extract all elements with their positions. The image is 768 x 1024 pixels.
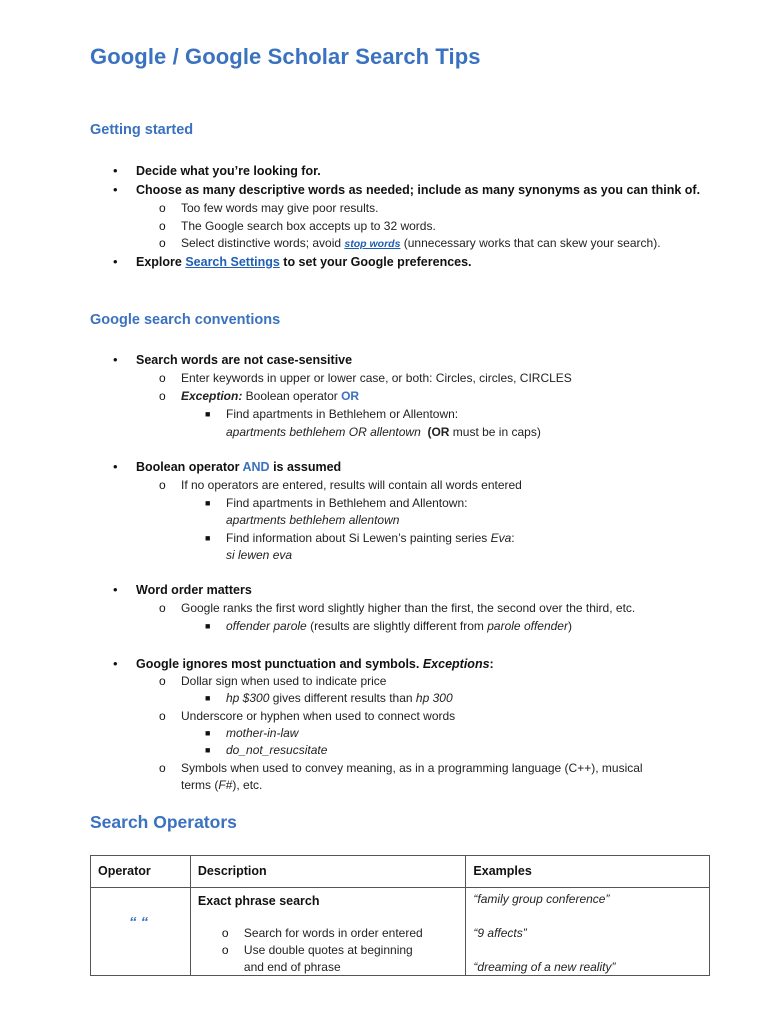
table-row (91, 888, 710, 976)
bullet-icon: • (113, 163, 118, 178)
circle-bullet-icon: o (159, 478, 166, 492)
query-example: mother-in-law (226, 726, 299, 740)
list-item (226, 424, 541, 440)
column-header: Description (190, 856, 466, 888)
list-item: The Google search box accepts up to 32 words. (181, 219, 436, 233)
square-bullet-icon: ■ (205, 533, 211, 543)
list-item: Enter keywords in upper or lower case, or both: Circles, circles, CIRCLES (181, 371, 572, 385)
table-header-row (91, 856, 710, 888)
text: terms ( (181, 778, 219, 792)
search-operators-heading: Search Operators (90, 812, 237, 832)
column-header: Examples (466, 856, 710, 888)
list-item (226, 618, 572, 634)
list-item: Too few words may give poor results. (181, 201, 379, 215)
or-operator: OR (341, 389, 360, 403)
circle-bullet-icon: o (159, 236, 166, 250)
list-item (136, 459, 341, 475)
circle-bullet-icon: o (159, 219, 166, 233)
square-bullet-icon: ■ (205, 621, 211, 631)
bullet-icon: • (113, 656, 118, 671)
list-item: Dollar sign when used to indicate price (181, 674, 387, 688)
list-item (226, 690, 453, 706)
square-bullet-icon: ■ (205, 409, 211, 419)
text: Explore (136, 255, 186, 269)
operator-symbol: “ “ (129, 914, 149, 931)
list-item (181, 777, 262, 793)
circle-bullet-icon: o (159, 601, 166, 615)
description-bullet: and end of phrase (243, 960, 341, 974)
query-example: hp 300 (415, 691, 453, 705)
list-item: Symbols when used to convey meaning, as in a programming language (C++), musical (181, 761, 643, 775)
circle-bullet-icon: o (221, 943, 229, 957)
exception-label: Exception: (181, 389, 243, 403)
text: Boolean operator (136, 460, 243, 474)
text: gives different results than (269, 691, 416, 705)
text: (unnecessary works that can skew your search). (400, 236, 661, 250)
bullet-icon: • (113, 459, 118, 474)
query-example: offender parole (226, 619, 307, 633)
text: ), etc. (232, 778, 263, 792)
text: is assumed (269, 460, 342, 474)
list-item: Search words are not case-sensitive (136, 353, 353, 367)
list-item: Underscore or hyphen when used to connect words (181, 709, 456, 723)
list-item (226, 530, 515, 546)
text: Find information about Si Lewen’s painting series (226, 531, 491, 545)
query-example: apartments bethlehem OR allentown (226, 425, 421, 439)
text: OR (431, 425, 450, 439)
list-item: Choose as many descriptive words as needed; include as many synonyms as you can think of. (136, 183, 701, 197)
list-item: Find apartments in Bethlehem and Allentown: (226, 496, 468, 510)
query-example: hp $300 (226, 691, 270, 705)
text: ( (427, 425, 432, 439)
search-settings-link[interactable]: Search Settings (185, 255, 280, 269)
examples-cell (466, 888, 710, 976)
example-query: “family group conference” (473, 892, 610, 906)
description-title: Exact phrase search (197, 894, 320, 908)
query-example: apartments bethlehem allentown (226, 513, 400, 527)
text: Select distinctive words; avoid (181, 236, 345, 250)
page-title: Google / Google Scholar Search Tips (90, 44, 481, 69)
text: must be in caps) (449, 425, 541, 439)
circle-bullet-icon: o (159, 761, 166, 775)
square-bullet-icon: ■ (205, 498, 211, 508)
query-example: do_not_resucsitate (226, 743, 328, 757)
bullet-icon: • (113, 254, 118, 269)
list-item: Decide what you’re looking for. (136, 164, 321, 178)
and-operator: AND (242, 460, 270, 474)
description-bullet: Search for words in order entered (243, 926, 423, 940)
bullet-icon: • (113, 352, 118, 367)
text: : (511, 531, 515, 545)
bullet-icon: • (113, 582, 118, 597)
text: Google ignores most punctuation and symbols. (136, 657, 423, 671)
example-query: “9 affects” (473, 926, 527, 940)
bullet-icon: • (113, 182, 118, 197)
text: Boolean operator (242, 389, 342, 403)
circle-bullet-icon: o (159, 201, 166, 215)
getting-started-heading: Getting started (90, 122, 194, 138)
operators-table (90, 855, 710, 976)
description-cell (190, 888, 466, 976)
circle-bullet-icon: o (159, 389, 166, 403)
query-example: parole offender (487, 619, 568, 633)
description-bullet: Use double quotes at beginning (243, 943, 413, 957)
circle-bullet-icon: o (159, 371, 166, 385)
text: (results are slightly different from (306, 619, 488, 633)
text: to set your Google preferences. (279, 255, 472, 269)
text: Eva (490, 531, 512, 545)
text: Exceptions (422, 657, 490, 671)
circle-bullet-icon: o (159, 674, 166, 688)
list-item: If no operators are entered, results will contain all words entered (181, 478, 522, 492)
square-bullet-icon: ■ (205, 728, 211, 738)
square-bullet-icon: ■ (205, 745, 211, 755)
operator-cell (91, 888, 191, 976)
conventions-heading: Google search conventions (90, 312, 281, 328)
list-item (181, 235, 661, 252)
list-item: Find apartments in Bethlehem or Allentown: (226, 407, 459, 421)
square-bullet-icon: ■ (205, 693, 211, 703)
list-item (181, 388, 359, 404)
example-query: “dreaming of a new reality” (473, 960, 616, 974)
column-header: Operator (91, 856, 191, 888)
circle-bullet-icon: o (221, 926, 229, 940)
text: ) (567, 619, 572, 633)
stop-words-link[interactable]: stop words (344, 238, 401, 250)
circle-bullet-icon: o (159, 709, 166, 723)
text: F# (218, 778, 233, 792)
list-item: Google ranks the first word slightly higher than the first, the second over the third, etc. (181, 601, 636, 615)
list-item: Word order matters (136, 583, 252, 597)
list-item (136, 656, 494, 672)
list-item (136, 254, 472, 270)
query-example: si lewen eva (226, 548, 293, 562)
text: : (489, 657, 494, 671)
